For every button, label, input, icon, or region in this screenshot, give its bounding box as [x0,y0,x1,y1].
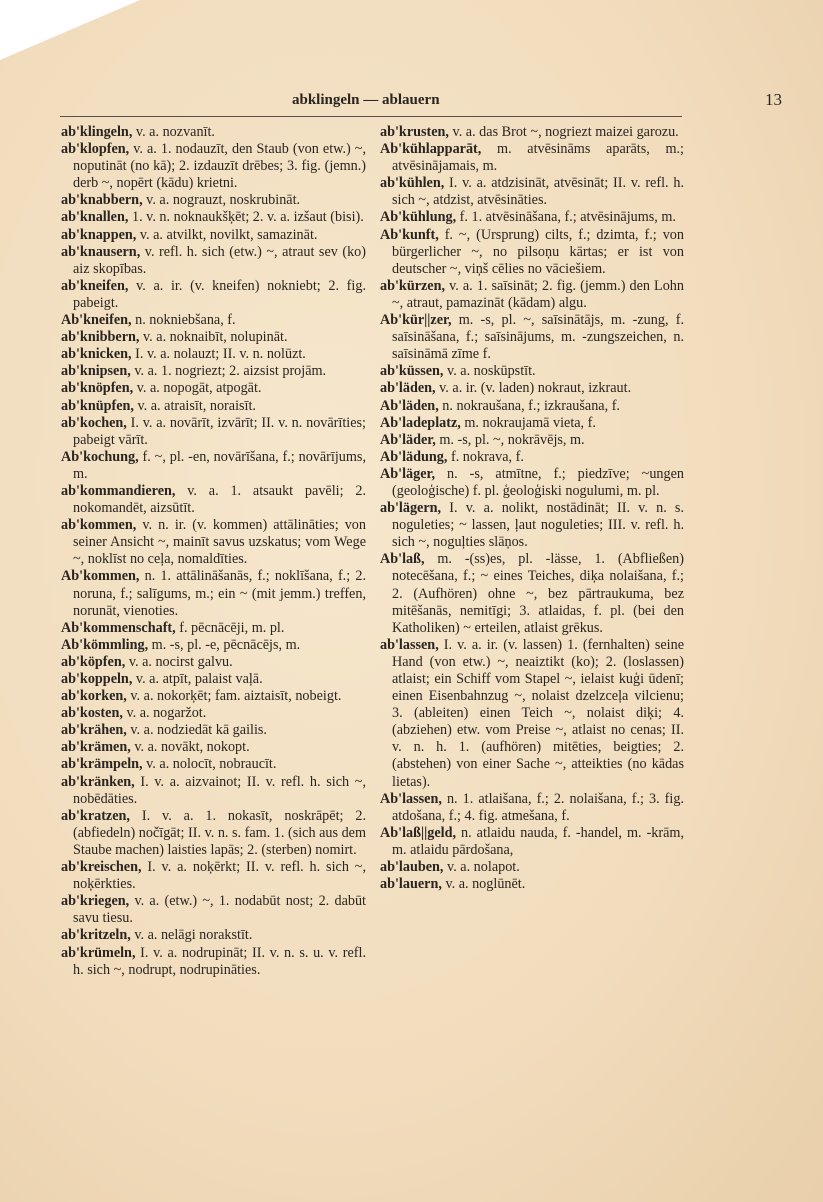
headword: ab'kneifen, [61,277,129,294]
definition: m. nokraujamā vieta, f. [460,414,596,431]
dictionary-entry [61,808,366,859]
headword: ab'krämen, [61,739,131,756]
headword: Ab'kochung, [61,448,139,465]
dictionary-entry [61,312,366,329]
headword: ab'klingeln, [61,124,133,140]
definition: v. a. nograuzt, noskrubināt. [142,192,301,209]
headword: ab'kürzen, [380,277,446,294]
definition: v. a. nokorķēt; fam. aiztaisīt, nobeigt. [126,688,342,705]
headword: ab'kriegen, [61,893,130,910]
dictionary-entry [380,449,684,466]
definition: m. -s, pl. -e, pēcnācējs, m. [148,636,301,653]
definition: n. nokniebšana, f. [131,312,236,329]
running-head: abklingeln — ablauern [292,92,440,108]
dictionary-entry [61,756,366,773]
definition: f. pēcnācēji, m. pl. [175,619,285,636]
dictionary-entry [61,483,366,517]
definition: v. n. ir. (v. kommen) attālināties; von seiner Ansicht ~, mainīt savus uzskatus; vom Wege ~, noklīst no ceļa, nomaldīties. [73,517,366,568]
definition: m. atvēsināms aparāts, m.; atvēsinājamais, m. [392,141,684,175]
dictionary-entry [61,363,366,380]
headword: ab'kühlen, [380,175,445,192]
definition: v. a. 1. nodauzīt, den Staub (von etw.) ~, noputināt (no kā); 2. izdauzīt drēbes; 3. fig. (jemn.) derb ~, nopērt (kādu) krietni. [73,141,366,192]
dictionary-entry [61,739,366,756]
definition: I. v. a. nolauzt; II. v. n. nolūzt. [131,346,306,363]
definition: v. a. nocirst galvu. [125,653,233,670]
definition: n. nokraušana, f.; izkraušana, f. [438,397,620,414]
definition: f. ~, (Ursprung) cilts, f.; dzimta, f.; von bürgerlicher ~, no pilsoņu kārtas; er ist von deutscher ~, viņš cēlies no vāciešiem. [392,226,684,277]
definition: I. v. a. ir. (v. lassen) 1. (fernhalten) seine Hand (von etw.) ~, neaiztikt (ko); 2. (loslassen) atlaist; ein Schiff vom Stapel ~, ielaist kuģi ūdenī; einen Eisenbahnzug ~, nolaist dzelzceļa vilcienu; 3. (ableiten) einen Teich ~, nolaist diķi; 4. (abziehen) etw. vom Preise ~, atlaist no cenas; II. v. n. h. 1. (aufhören) mitēties, beigties; 2. (abstehen) von einer Sache ~, atteikties (no kādas lietas). [392,636,684,790]
definition: I. v. a. 1. nokasīt, noskrāpēt; 2. (abfiedeln) nočīgāt; II. v. n. s. fam. 1. (sich aus dem Staube machen) laisties lapās; 2. (sterben) nomirt. [73,807,366,858]
headword: Ab'lassen, [380,790,442,807]
dictionary-entry [61,568,366,619]
dictionary-entry [380,363,684,380]
headword: ab'koppeln, [61,671,133,687]
definition: v. a. nozvanīt. [132,124,215,140]
headword: ab'knüpfen, [61,397,134,414]
definition: I. v. a. noķērkt; II. v. refl. h. sich ~, noķērkties. [73,859,366,893]
headword: ab'knipsen, [61,363,131,380]
definition: v. a. atpīt, palaist vaļā. [132,671,263,687]
dictionary-entry [380,859,684,876]
definition: v. a. ir. (v. kneifen) nokniebt; 2. fig. pabeigt. [73,277,366,311]
dictionary-entry [61,654,366,671]
dictionary-entry [380,466,684,500]
left-column [61,124,366,979]
headword: ab'lägern, [380,500,442,517]
headword: ab'knappen, [61,226,137,243]
headword: ab'knicken, [61,346,132,363]
page-number: 13 [765,90,782,109]
headword: ab'köpfen, [61,653,126,670]
dictionary-entry [61,517,366,568]
headword: ab'kränken, [61,773,135,790]
headword: Ab'läger, [380,465,436,482]
headword: Ab'kommenschaft, [61,619,176,636]
dictionary-entry [380,278,684,312]
headword: Ab'kneifen, [61,312,132,329]
dictionary-entry [61,722,366,739]
headword: Ab'kür||zer, [380,312,452,329]
definition: v. a. nolocīt, nobraucīt. [142,756,277,773]
definition: n. atlaidu nauda, f. -handel, m. -krām, m. atlaidu pārdošana, [392,824,684,858]
dictionary-entry [61,398,366,415]
headword: ab'knallen, [61,209,129,226]
definition: v. a. 1. nogriezt; 2. aizsist projām. [130,363,327,380]
headword: ab'krümeln, [61,944,136,961]
headword: ab'krämpeln, [61,756,143,773]
dictionary-entry [380,227,684,278]
dictionary-entry [380,415,684,432]
definition: v. a. nelāgi norakstīt. [130,927,253,944]
dictionary-entry [380,209,684,226]
header-rule [60,116,682,117]
headword: Ab'ladeplatz, [380,414,461,431]
headword: ab'kratzen, [61,807,130,824]
definition: f. ~, pl. -en, novārīšana, f.; novārījums, m. [73,448,366,482]
headword: Ab'laß||geld, [380,824,457,841]
headword: ab'lauern, [380,876,442,893]
dictionary-entry [380,175,684,209]
definition: f. 1. atvēsināšana, f.; atvēsinājums, m. [456,209,676,226]
definition: 1. v. n. noknaukšķēt; 2. v. a. izšaut (bisi). [128,209,364,226]
dictionary-entry [61,449,366,483]
dictionary-entry [380,551,684,636]
headword: ab'kommandieren, [61,482,176,499]
definition: v. a. nolapot. [443,859,520,876]
headword: ab'küssen, [380,363,444,380]
definition: m. -(ss)es, pl. -lässe, 1. (Abfließen) notecēšana, f.; ~ eines Teiches, diķa nolaišana, f.; 2. (Aufhören) ohne ~, bez pārtraukuma, bez mitēšanās, nemitīgi; 3. atlaidas, f. pl. (bei den Katholiken) ~ erteilen, atlaist grēkus. [392,551,684,636]
headword: ab'klopfen, [61,141,130,158]
dictionary-entry [61,927,366,944]
headword: ab'knabbern, [61,192,143,209]
definition: I. v. a. novārīt, izvārīt; II. v. n. novārīties; pabeigt vārīt. [73,414,366,448]
dictionary-entry [61,380,366,397]
headword: ab'lassen, [380,636,439,653]
headword: ab'kochen, [61,414,127,431]
definition: v. a. atraisīt, noraisīt. [133,397,256,414]
page-header [60,90,782,114]
headword: Ab'kühlapparāt, [380,141,482,158]
definition: v. refl. h. sich (etw.) ~, atraut sev (ko) aiz skopības. [73,243,366,277]
headword: ab'läden, [380,380,436,397]
definition: v. a. nogaržot. [122,705,207,722]
dictionary-entry [61,124,366,141]
headword: ab'lauben, [380,859,444,876]
dictionary-entry [380,791,684,825]
definition: m. -s, pl. ~, nokrāvējs, m. [435,431,585,448]
headword: ab'korken, [61,688,127,705]
definition: I. v. a. nolikt, nostādināt; II. v. n. s. noguleties; ~ lassen, ļaut noguleties; III. v. refl. h. sich ~, noguļties slāņos. [392,500,684,551]
headword: ab'kritzeln, [61,927,131,944]
dictionary-entry [380,141,684,175]
definition: v. a. (etw.) ~, 1. nodabūt nost; 2. dabūt savu tiesu. [73,893,366,927]
dictionary-entry [61,893,366,927]
headword: Ab'läden, [380,397,439,414]
dictionary-entry [61,671,366,688]
headword: ab'knöpfen, [61,380,134,397]
dictionary-entry [380,500,684,551]
dictionary-entry [61,705,366,722]
definition: n. 1. atlaišana, f.; 2. nolaišana, f.; 3. fig. atdošana, f.; 4. fig. atmešana, f. [392,790,684,824]
dictionary-entry [61,278,366,312]
torn-corner [0,0,140,60]
definition: I. v. a. atdzisināt, atvēsināt; II. v. refl. h. sich ~, atdzist, atvēsināties. [392,175,684,209]
dictionary-entry [61,637,366,654]
definition: I. v. a. nodrupināt; II. v. n. s. u. v. refl. h. sich ~, nodrupt, nodrupināties. [73,944,366,978]
definition: n. 1. attālināšanās, f.; noklīšana, f.; 2. noruna, f.; salīgums, m.; ein ~ (mit jemm.) treffen, norunāt, vienoties. [73,568,366,619]
dictionary-entry [380,398,684,415]
headword: Ab'laß, [380,551,425,568]
dictionary-entry [61,688,366,705]
headword: ab'kosten, [61,705,123,722]
dictionary-entry [380,124,684,141]
dictionary-entry [380,312,684,363]
definition: n. -s, atmītne, f.; piedzīve; ~ungen (geoloģische) f. pl. ģeoloģiski nogulumi, m. pl. [392,465,684,499]
dictionary-entry [380,876,684,893]
headword: ab'krusten, [380,124,449,140]
definition: v. a. nopogāt, atpogāt. [133,380,262,397]
dictionary-entry [61,192,366,209]
headword: Ab'kühlung, [380,209,457,226]
dictionary-entry [61,620,366,637]
headword: Ab'kömmling, [61,636,149,653]
dictionary-entry [380,432,684,449]
dictionary-entry [61,945,366,979]
headword: ab'krähen, [61,722,127,739]
headword: Ab'kunft, [380,226,439,243]
dictionary-entry [61,415,366,449]
definition: v. a. noskūpstīt. [443,363,536,380]
dictionary-entry [61,209,366,226]
dictionary-entry [61,774,366,808]
headword: Ab'kommen, [61,568,140,585]
dictionary-entry [61,329,366,346]
headword: ab'kommen, [61,517,137,534]
dictionary-entry [61,227,366,244]
dictionary-entry [61,244,366,278]
definition: v. a. 1. saīsināt; 2. fig. (jemm.) den Lohn ~, atraut, pamazināt (kādam) algu. [392,277,684,311]
definition: v. a. novākt, nokopt. [130,739,250,756]
dictionary-entry [380,825,684,859]
definition: v. a. nodziedāt kā gailis. [126,722,267,739]
definition: m. -s, pl. ~, saīsinātājs, m. -zung, f. saīsināšana, f.; saīsinājums, m. -zungszeichen, n. saīsināmā zīme f. [392,312,684,363]
definition: v. a. atvilkt, novilkt, samazināt. [136,226,318,243]
headword: Ab'lädung, [380,448,448,465]
dictionary-entry [61,346,366,363]
right-column [380,124,684,893]
dictionary-entry [380,637,684,791]
headword: Ab'läder, [380,431,436,448]
headword: ab'knausern, [61,243,141,260]
headword: ab'kreischen, [61,859,142,876]
dictionary-entry [61,141,366,192]
definition: v. a. 1. atsaukt pavēli; 2. nokomandēt, aizsūtīt. [73,482,366,517]
definition: v. a. ir. (v. laden) nokraut, izkraut. [435,380,632,397]
dictionary-entry [61,859,366,893]
definition: I. v. a. aizvainot; II. v. refl. h. sich ~, nobēdāties. [73,773,366,807]
headword: ab'knibbern, [61,329,140,346]
definition: v. a. das Brot ~, nogriezt maizei garozu. [448,124,679,140]
definition: v. a. noknaibīt, nolupināt. [139,329,288,346]
dictionary-entry [380,380,684,397]
definition: v. a. noglūnēt. [441,876,526,893]
definition: f. nokrava, f. [447,448,524,465]
